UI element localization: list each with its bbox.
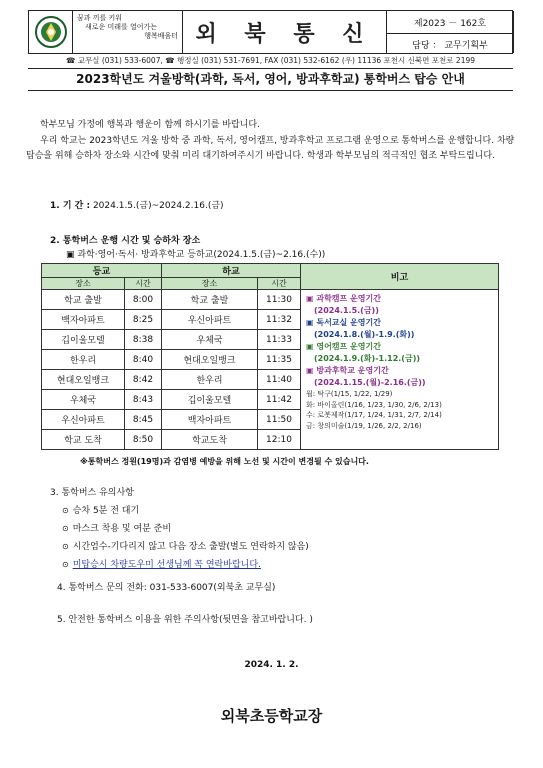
greeting: 학부모님 가정에 행복과 행운이 함께 하시기를 바랍니다.: [40, 120, 260, 130]
table-row: [42, 290, 499, 310]
document-title: 2023학년도 겨울방학(과학, 독서, 영어, 방과후학교) 통학버스 탑승 안내: [28, 70, 513, 91]
cautions-title: 3. 통학버스 유의사항: [50, 488, 134, 498]
back-place: 깁이울모텔: [162, 390, 258, 410]
back-time: 11:42: [258, 390, 301, 410]
list-item: ⊙ 승차 5분 전 대기: [62, 506, 140, 516]
back-time: 11:32: [258, 310, 301, 330]
intro-paragraph: [26, 118, 518, 165]
safety-line: 5. 안전한 통학버스 이용을 위한 주의사항(뒷면을 참고바랍니다. ): [57, 615, 313, 625]
newsletter-header: [28, 10, 513, 54]
issue-date: 2024. 1. 2.: [244, 660, 299, 670]
activity-mon: 월: 탁구(1/15, 1/22, 1/29): [306, 390, 393, 398]
back-place: 우체국: [162, 330, 258, 350]
department: 담당 ： 교무기획부: [412, 41, 488, 51]
publication-title: 외 북 통 신: [183, 11, 387, 53]
circle-dot-icon: ⊙: [62, 506, 69, 515]
circle-dot-icon: ⊙: [62, 542, 69, 551]
section2-subtitle: ▣ 과학·영어·독서· 방과후학교 등하교(2024.1.5.(금)~2.16.(수)): [66, 250, 326, 260]
activity-wed: 수: 로봇제작(1/17, 1/24, 1/31, 2/7, 2/14): [306, 411, 442, 419]
period-value: 2024.1.5.(금)~2024.2.16.(금): [92, 201, 224, 211]
issue-info: [387, 11, 514, 53]
science-dates: (2024.1.5.(금)): [314, 306, 379, 315]
afterschool-title: ▣ 방과후학교 운영기간: [306, 366, 389, 375]
go-place: 학교 출발: [42, 290, 125, 310]
english-dates: (2024.1.9.(화)-1.12.(금)): [314, 354, 421, 363]
go-place: 백자아파트: [42, 310, 125, 330]
issue-number: 제2023 － 162호: [387, 11, 513, 34]
memo-cell: [301, 290, 499, 450]
back-time: 11:33: [258, 330, 301, 350]
go-time: 8:40: [125, 350, 162, 370]
subheader-time: 시간: [125, 278, 162, 290]
activity-tue: 화: 바이올린(1/16, 1/23, 1/30, 2/6, 2/13): [306, 400, 442, 409]
subheader-place: 장소: [162, 278, 258, 290]
activity-fri: 금: 창의미술(1/19, 1/26, 2/2, 2/16): [306, 421, 422, 430]
list-item: ⊙ 미탑승시 차량도우미 선생님께 꼭 연락바랍니다.: [62, 560, 261, 570]
go-time: 8:43: [125, 390, 162, 410]
go-time: 8:45: [125, 410, 162, 430]
schedule-note: ※통학버스 정원(19명)과 감염병 예방을 위해 노선 및 시간이 변경될 수 있습니다.: [80, 457, 369, 466]
list-item: ⊙ 시간엄수-기다리지 않고 다음 장소 출발(별도 연락하지 않음): [62, 542, 309, 552]
body-text: 우리 학교는 2023학년도 겨울 방학 중 과학, 독서, 영어캠프, 방과후학교 프로그램 운영으로 통학버스를 운행합니다. 차량 탑승을 위해 승하차 장소와 시간에 맞춰 미리 대기하여주시기 바랍니다. 학생과 학부모님의 적극적인 협조 부탁드립니다.: [26, 135, 515, 161]
bus-schedule-table: [41, 263, 499, 450]
subheader-place: 장소: [42, 278, 125, 290]
table-header-row: [42, 264, 499, 278]
contact-line: ☎ 교무실 (031) 533-6007, ☎ 행정실 (031) 531-7691, FAX (031) 532-6162 (우) 11136 포천시 신북면 포천로 2199: [28, 55, 513, 69]
school-logo: [29, 11, 73, 53]
go-place: 학교 도착: [42, 430, 125, 450]
science-title: ▣ 과학캠프 운영기간: [306, 294, 381, 303]
school-slogan: [73, 11, 183, 53]
period: [50, 198, 224, 211]
english-title: ▣ 영어캠프 운영기간: [306, 342, 381, 351]
slogan-line-3: 행복배움터: [144, 32, 178, 40]
circle-dot-icon: ⊙: [62, 560, 69, 569]
period-label: 1. 기 간 :: [50, 201, 91, 211]
back-place: 현대오일뱅크: [162, 350, 258, 370]
slogan-line-2: 새로운 미래를 열어가는: [85, 23, 158, 31]
inquiry-line: 4. 통학버스 문의 전화: 031-533-6007(외북초 교무실): [57, 583, 276, 593]
go-time: 8:38: [125, 330, 162, 350]
circle-dot-icon: ⊙: [62, 524, 69, 533]
reading-dates: (2024.1.8.(월)-1.9.(화)): [314, 330, 415, 339]
back-place: 한우리: [162, 370, 258, 390]
list-item: ⊙ 마스크 착용 및 여분 준비: [62, 524, 172, 534]
go-place: 깁이울모텔: [42, 330, 125, 350]
go-time: 8:50: [125, 430, 162, 450]
go-time: 8:25: [125, 310, 162, 330]
go-time: 8:42: [125, 370, 162, 390]
back-place: 우신아파트: [162, 310, 258, 330]
school-emblem-icon: [34, 15, 68, 49]
back-time: 11:30: [258, 290, 301, 310]
subheader-time: 시간: [258, 278, 301, 290]
go-place: 우신아파트: [42, 410, 125, 430]
header-back: 하교: [162, 264, 301, 278]
back-place: 백자아파트: [162, 410, 258, 430]
cautions-list: [62, 502, 309, 574]
go-place: 한우리: [42, 350, 125, 370]
principal-signature: 외북초등학교장: [220, 707, 323, 725]
section2-title: 2. 통학버스 운행 시간 및 승하차 장소: [50, 236, 201, 246]
back-time: 11:35: [258, 350, 301, 370]
back-time: 11:50: [258, 410, 301, 430]
back-place: 학교 출발: [162, 290, 258, 310]
header-go: 등교: [42, 264, 162, 278]
slogan-line-1: 꿈과 끼를 키워: [77, 14, 123, 22]
back-time: 11:40: [258, 370, 301, 390]
go-place: 현대오일뱅크: [42, 370, 125, 390]
afterschool-dates: (2024.1.15.(월)-2.16.(금)): [314, 378, 426, 387]
back-place: 학교도착: [162, 430, 258, 450]
go-time: 8:00: [125, 290, 162, 310]
go-place: 우체국: [42, 390, 125, 410]
back-time: 12:10: [258, 430, 301, 450]
header-memo: 비고: [301, 264, 499, 290]
reading-title: ▣ 독서교실 운영기간: [306, 318, 381, 327]
